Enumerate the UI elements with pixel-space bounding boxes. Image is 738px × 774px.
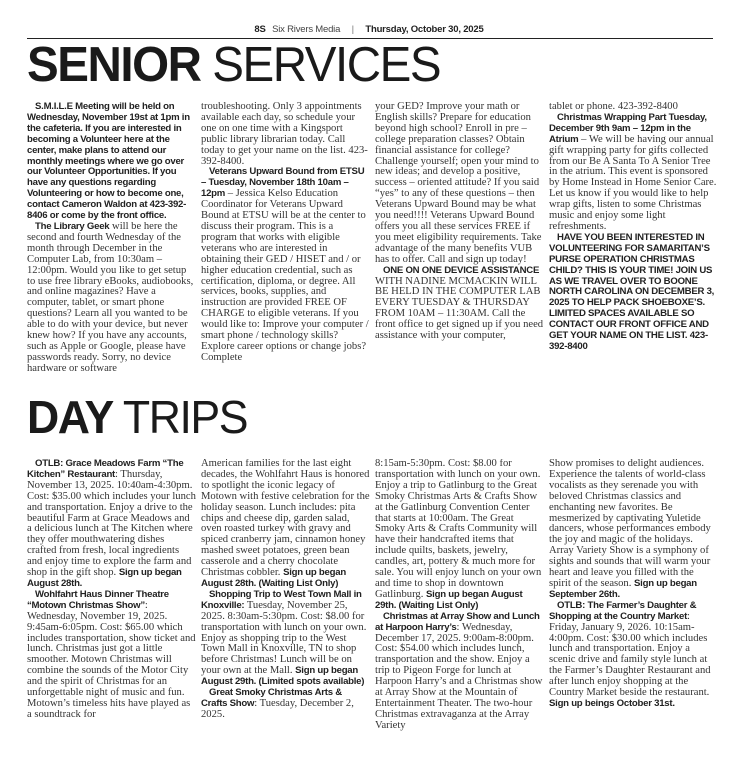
paragraph-body-text: American families for the last eight decades, the Wohlfahrt Haus is honored to spotlight the iconic legacy of Motown with festive celebration for the holiday season. Lunch includes: pita chips and cheese dip, garden salad, oven roasted turkey with gravy and spiced cranberry jam, cinnamon honey mashed sweet potatoes, green bean casserole and a cherry chocolate Christmas cobbler. [201,459,370,579]
article-paragraph [201,688,370,721]
article-paragraph [375,102,544,266]
paragraph-body-text: : Friday, January 9, 2026. 10:15am-4:00pm. Cost: $30.00 which includes lunch and transportation. Enjoy a scenic drive and family style lunch at the Farmer’s Daughter Restaurant and after lunch enjoy shopping at the Country Market beside the restaurant. [549,610,711,699]
paragraph-body-text: WITH NADINE MCMACKIN WILL BE HELD IN THE COMPUTER LAB EVERY TUESDAY & THURSDAY FROM 10AM – 11:30AM. Call the front office to get signed up if you need assistance with your computer, [375,275,544,342]
section-title-senior-services [27,38,441,92]
paragraph-lead-text: Wohlfahrt Haus Dinner Theatre “Motown Christmas Show” [27,588,169,611]
title-light-word: SERVICES [212,38,441,92]
paragraph-lead-text: Christmas Wrapping Part Tuesday, December 9th 9am – 12pm in the Atrium [549,111,707,145]
paragraph-body-text: your GED? Improve your math or English skills? Prepare for education beyond high school? Enroll in pre – college preparation classes? Obtain financial assistance for college? Challenge yourself; open your mind to new ideas; and develop a positive, success – oriented attitude? If you said “yes” to any of these questions – then Veterans Upward Bound may be what you need!!!! Veterans Upward Bound offers you all these services FREE if you meet eligibility requirements. Take advantage of the many benefits VUB has to offer. Call and sign up today! [375,102,542,265]
paragraph-lead-text: The Library Geek [35,220,110,232]
senior-column-2 [201,102,370,392]
article-paragraph [27,102,196,222]
paragraph-body-text: Tuesday, November 25, 2025. 8:30am-5:30pm. Cost: $8.00 for transportation with lunch on your own. Enjoy as shopping trip to the West Town Mall in Knoxville, TN to shop before Christmas! Lunch will be on your own at the Mall. [201,599,367,677]
paragraph-lead-text: Sign up began August 29th. (Waiting List Only) [375,588,523,611]
day-trips-column-2 [201,459,370,743]
paragraph-body-text: : Wednesday, November 19, 2025. 9:45am-6:05pm. Cost: $65.00 which includes transportation, show ticket and lunch. Christmas just got a little smoother. Motown Christmas will combine the sounds of the Motor City and the spirit of Christmas for an unforgettable night of music and fun. Motown’s timeless hits have played as a soundtrack for [27,599,196,720]
paragraph-lead-text: HAVE YOU BEEN INTERESTED IN VOLUNTEERING FOR SAMARITAN’S PURSE OPERATION CHRISTMAS CHILD? THIS IS YOUR TIME! JOIN US AS WE TRAVEL OVER TO BOONE NORTH CAROLINA ON DECEMBER 3, 2025 TO HELP PACK SHOEBOXE’S. LIMITED SPACES AVAILABLE SO CONTACT OUR FRONT OFFICE AND GET YOUR NAME ON THE LIST. 423-392-8400 [549,231,715,352]
paragraph-lead-text: Sign up began August 28th. (Waiting List Only) [201,567,346,589]
article-paragraph [549,459,718,601]
paragraph-body-text: : Thursday, November 13, 2025. 10:40am-4:30pm. Cost: $35.00 which includes your lunch and transportation. Enjoy a drive to the beautiful Farm at Grace Meadows and a delicious lunch at The Kitchen where they offer mouthwatering dishes crafted from fresh, local ingredients and enjoy time to explore the farm and shop in the gift shop. [27,468,196,579]
paragraph-body-text: troubleshooting. Only 3 appointments available each day, so schedule your one on one time with a Kingsport public library librarian today. Call today to get your name on the list. 423-392-8400. [201,102,368,167]
article-paragraph [27,590,196,721]
article-paragraph [27,222,196,375]
senior-column-4 [549,102,718,392]
day-trips-column-3 [375,459,544,743]
paragraph-lead-text: Veterans Upward Bound from ETSU – Tuesday, November 18th 10am – 12pm [201,166,365,200]
article-paragraph [27,459,196,590]
paragraph-lead-text: Sign up began August 29th. (Limited spots available) [201,665,365,688]
paragraph-lead-text: Sign up beings October 31st. [549,697,675,709]
paragraph-lead-text: S.M.I.L.E Meeting will be held on Wednesday, November 19st at 1pm in the cafeteria. If you are interested in becoming a Volunteer here at the center, make plans to attend our monthly meetings where we go over our Volunteer Opportunities. If you have any questions regarding Volunteering or how to become one, contact Cameron Waldon at 423-392-8406 or come by the front office. [27,102,190,222]
article-paragraph [201,459,370,590]
section-title-day-trips [27,391,248,443]
paragraph-lead-text: Shopping Trip to West Town Mall in Knoxville: [201,588,362,611]
article-paragraph [549,601,718,710]
title-bold-word: SENIOR [27,38,201,92]
publication-name: Six Rivers Media [272,24,341,35]
article-paragraph [201,590,370,688]
article-paragraph [375,266,544,342]
paragraph-body-text: – Jessica Kelso Education Coordinator for Veterans Upward Bound at ETSU will be at the center to discuss their program. This is a program that works with eligible veterans who are interested in obtaining their GED / HISET and / or higher education credential, such as certification, diploma, or degree. All services, books, supplies, and instruction are provided FREE OF CHARGE to eligible veterans. If you would like to: Improve your computer / smart phone / technology skills? Explore career options or change jobs? Complete [201,188,369,363]
paragraph-body-text: 8:15am-5:30pm. Cost: $8.00 for transportation with lunch on your own. Enjoy a trip to Gatlinburg to the Great Smoky Christmas Arts & Crafts Show at the Gatlinburg Convention Center that starts at 10:00am. The Great Smoky Arts & Crafts Community will have their handcrafted items that include quilts, baskets, jewelry, candles, art, pottery & much more for sale. You will enjoy lunch on your own and time to shop in downtown Gatlinburg. [375,459,542,600]
issue-date: Thursday, October 30, 2025 [365,24,484,35]
article-paragraph [375,612,544,732]
paragraph-lead-text: Great Smoky Christmas Arts & Crafts Show [201,687,342,709]
article-paragraph [549,233,718,353]
senior-column-1 [27,102,196,392]
paragraph-lead-text: OTLB: Grace Meadows Farm “The Kitchen” Restaurant [27,459,184,480]
day-trips-column-1 [27,459,196,743]
paragraph-lead-text: Sign up began September 26th. [549,577,697,600]
paragraph-lead-text: Sign up began August 28th. [27,567,182,589]
day-trips-column-4 [549,459,718,743]
article-paragraph [549,113,718,233]
article-paragraph [201,102,370,167]
paragraph-body-text: : Tuesday, December 2, 2025. [201,697,354,720]
title-bold-word: DAY [27,391,112,443]
page-header [0,24,738,35]
article-paragraph [201,167,370,363]
paragraph-lead-text: Christmas at Array Show and Lunch at Harpoon Harry’s [375,610,540,633]
title-light-word: TRIPS [122,391,248,443]
paragraph-body-text: Show promises to delight audiences. Experience the talents of world-class vocalists as they serenade you with beloved Christmas classics and enchanting new favorites. Be mesmerized by captivating Yuletide dancers, whose performances embody the joy and magic of the holidays. Array Variety Show is a symphony of sights and sounds that will warm your heart and leave you filled with the spirit of the season. [549,459,711,589]
paragraph-body-text: – We will be having our annual gift wrapping party for gifts collected from our Be A Santa To A Senior Tree in the atrium. This event is sponsored by Home Instead in Home Senior Care. Let us know if you would like to help wrap gifts, listen to some Christmas music and enjoy some light refreshments. [549,133,717,232]
article-paragraph [375,459,544,612]
page-number: 8S [254,24,266,35]
paragraph-lead-text: OTLB: The Farmer’s Daughter & Shopping at the Country Market [549,599,697,622]
paragraph-body-text: tablet or phone. 423-392-8400 [549,102,678,112]
header-separator: | [351,24,354,35]
paragraph-body-text: : Wednesday, December 17, 2025. 9:00am-8:00pm. Cost: $54.00 which includes lunch, transportation and the show. Enjoy a trip to Pigeon Forge for lunch at Harpoon Harry’s and a Christmas show at Array Show at the Mountain of Entertainment Theater. The two-hour Christmas extravaganza at the Array Variety [375,621,543,731]
senior-column-3 [375,102,544,392]
paragraph-lead-text: ONE ON ONE DEVICE ASSISTANCE [383,264,540,276]
paragraph-body-text: will be here the second and fourth Wednesday of the month through December in the Computer Lab, from 10:30am – 12:00pm. Would you like to get setup to use free library eBooks, audiobooks, and online magazines? Have a computer, tablet, or smart phone questions? Learn all you wanted to be able to do with your device, but never knew how? If you have any accounts, such as Apple or Google, please have passwords ready. Sorry, no device hardware or software [27,220,194,374]
